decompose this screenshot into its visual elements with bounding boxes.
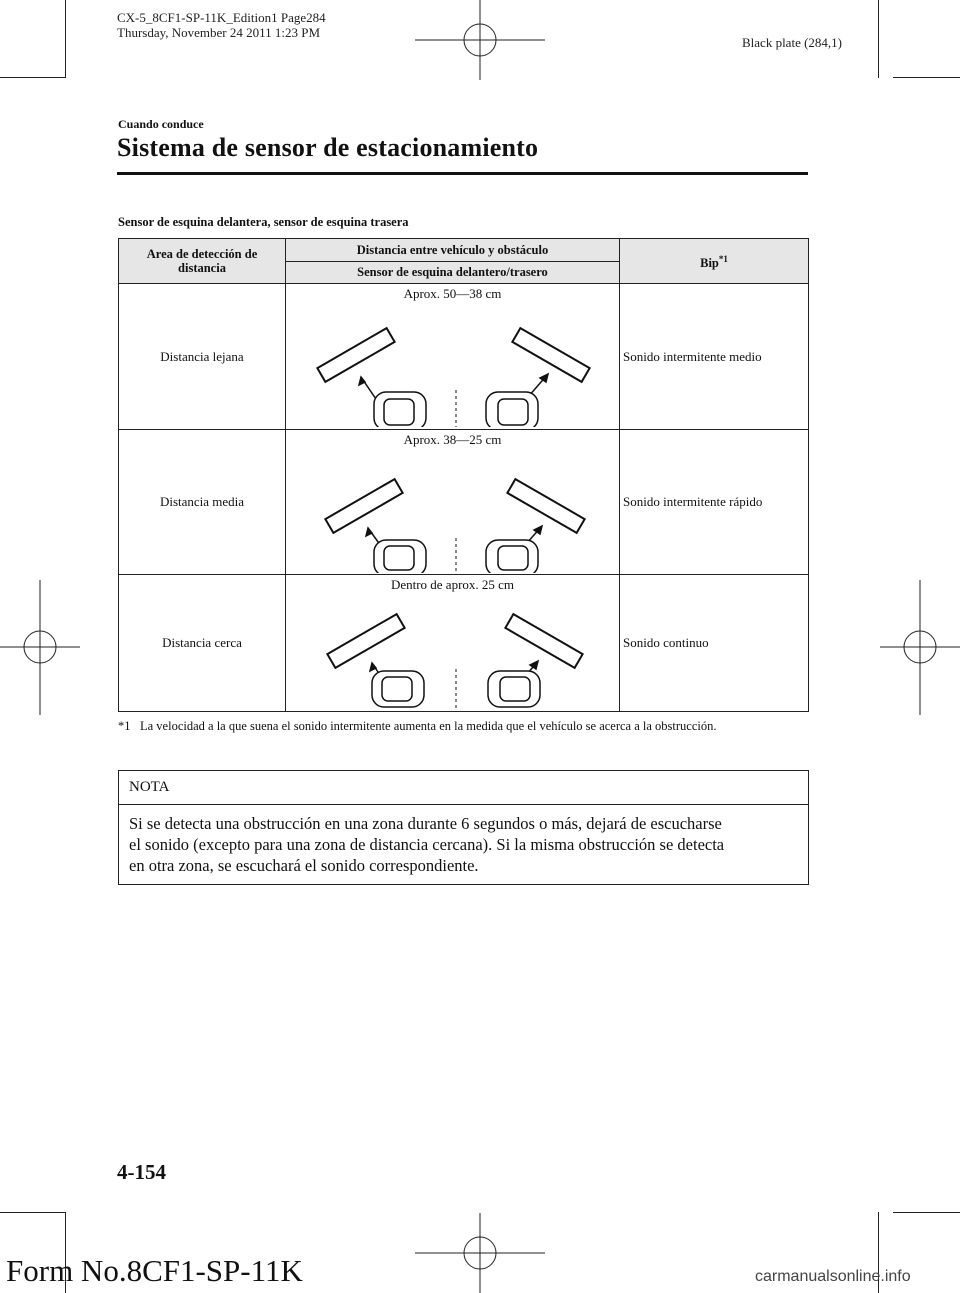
sensor-diagram-far [316, 302, 596, 427]
diagram-cell [286, 430, 620, 575]
area-cell: Distancia media [119, 430, 286, 575]
crop-mark [893, 1212, 960, 1213]
footnote [118, 719, 808, 734]
footnote-ref: *1 [718, 253, 728, 264]
note-box [118, 770, 809, 885]
header-distance: Distancia entre vehículo y obstáculo [286, 239, 620, 262]
crop-mark [0, 77, 66, 78]
distance-caption: Dentro de aprox. 25 cm [390, 577, 515, 592]
distance-caption: Aprox. 50―38 cm [403, 286, 502, 301]
diagram-cell [286, 284, 620, 430]
file-name: CX-5_8CF1-SP-11K_Edition1 Page284 [117, 10, 326, 25]
note-body: Si se detecta una obstrucción en una zona durante 6 segundos o más, dejará de escucharse el sonido (excepto para una zona de distancia cercana). Si la misma obstrucción se detecta en otra zona, se escuchará el sonido correspondiente. [129, 814, 725, 875]
header-beep-label: Bip [700, 256, 719, 271]
page-title: Sistema de sensor de estacionamiento [117, 133, 539, 162]
title-rule [117, 172, 808, 175]
page-number: 4-154 [117, 1160, 166, 1184]
table-subtitle: Sensor de esquina delantera, sensor de esquina trasera [118, 215, 409, 229]
beep-cell: Sonido intermitente rápido [620, 430, 809, 575]
area-cell: Distancia lejana [119, 284, 286, 430]
sensor-diagram-near [316, 593, 596, 708]
crop-mark [878, 0, 879, 78]
registration-mark-top [415, 0, 545, 80]
header-sensor: Sensor de esquina delantero/trasero [286, 261, 620, 284]
note-heading: NOTA [119, 771, 808, 805]
crop-mark [893, 77, 960, 78]
crop-mark [0, 1212, 66, 1213]
footnote-text: La velocidad a la que suena el sonido intermitente aumenta en la medida que el vehículo se acerca a la obstrucción. [140, 719, 717, 733]
watermark: carmanualsonline.info [755, 1268, 911, 1285]
table-row [119, 284, 809, 430]
header-area-label: Area de detección de distancia [146, 247, 258, 275]
crop-mark [65, 0, 66, 78]
registration-mark-right [880, 580, 960, 715]
file-info [117, 10, 326, 40]
beep-cell: Sonido intermitente medio [620, 284, 809, 430]
section-label: Cuando conduce [118, 117, 204, 131]
file-date: Thursday, November 24 2011 1:23 PM [117, 25, 321, 40]
table-row [119, 430, 809, 575]
sensor-diagram-medium [316, 448, 596, 573]
plate-info: Black plate (284,1) [742, 35, 842, 50]
table-row [119, 575, 809, 712]
header-area [119, 239, 286, 284]
area-cell: Distancia cerca [119, 575, 286, 712]
registration-mark-bottom [415, 1213, 545, 1293]
form-number: Form No.8CF1-SP-11K [6, 1253, 303, 1288]
footnote-mark: *1 [118, 719, 131, 733]
distance-caption: Aprox. 38―25 cm [403, 432, 502, 447]
beep-cell: Sonido continuo [620, 575, 809, 712]
distance-table [118, 238, 809, 712]
diagram-cell [286, 575, 620, 712]
registration-mark-left [0, 580, 80, 715]
header-beep [620, 239, 809, 284]
